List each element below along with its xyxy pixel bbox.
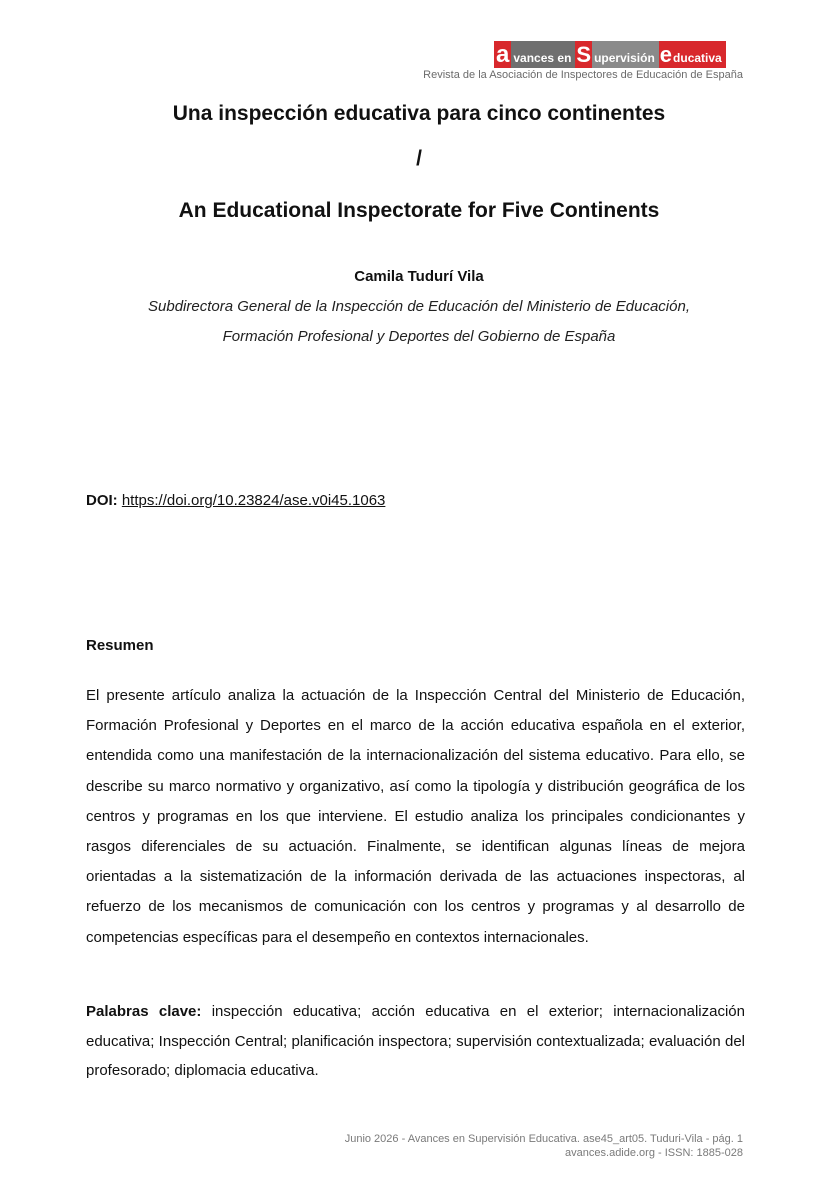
title-spanish: Una inspección educativa para cinco continentes: [172, 102, 666, 125]
footer-issn: avances.adide.org - ISSN: 1885-028: [565, 1147, 743, 1159]
logo-text-supervision: upervisión: [592, 41, 659, 68]
author-name: Camila Tudurí Vila: [354, 268, 484, 285]
journal-subtitle: Revista de la Asociación de Inspectores de Educación de España: [423, 69, 743, 81]
keywords-text: inspección educativa; acción educativa en el exterior; internacionalización educativa; Inspección Central; planificación inspectora; supervisión contextualizada; evaluación del profesorado; diplomacia educativa.: [86, 1003, 745, 1079]
journal-logo[interactable]: [494, 41, 743, 68]
logo-letter-s: S: [576, 42, 592, 67]
logo-text-avances: vances en: [511, 41, 575, 68]
author-affiliation-line1: Subdirectora General de la Inspección de Educación del Ministerio de Educación,: [148, 298, 690, 315]
keywords-label: Palabras clave:: [86, 1003, 202, 1020]
footer-citation: Junio 2026 - Avances en Supervisión Educativa. ase45_art05. Tuduri-Vila - pág. 1: [344, 1133, 743, 1145]
abstract-heading: Resumen: [86, 637, 154, 654]
logo-letter-e: e: [659, 42, 673, 67]
keywords-paragraph: [86, 997, 745, 1086]
title-separator: /: [416, 147, 422, 170]
abstract-text: El presente artículo analiza la actuación de la Inspección Central del Ministerio de Educación, Formación Profesional y Deportes en el marco de la acción educativa española en el exterior, entendida como una manifestación de la internacionalización del sistema educativo. Para ello, se describe su marco normativo y organizativo, así como la tipología y distribución geográfica de los centros y programas en los que interviene. El estudio analiza los principales condicionantes y rasgos diferenciales de su actuación. Finalmente, se identifican algunas líneas de mejora orientadas a la sistematización de la información derivada de las actuaciones inspectoras, al refuerzo de los mecanismos de comunicación con los centros y programas y al desarrollo de competencias específicas para el desempeño en contextos internacionales.: [86, 687, 745, 946]
author-affiliation-line2: Formación Profesional y Deportes del Gobierno de España: [222, 328, 616, 345]
logo-letter-a: a: [496, 41, 510, 68]
doi-link[interactable]: https://doi.org/10.23824/ase.v0i45.1063: [121, 492, 386, 509]
logo-text-educativa: ducativa: [673, 41, 726, 68]
doi-label: DOI:: [86, 492, 118, 509]
title-english: An Educational Inspectorate for Five Continents: [178, 199, 660, 222]
doi-line: [86, 492, 385, 509]
